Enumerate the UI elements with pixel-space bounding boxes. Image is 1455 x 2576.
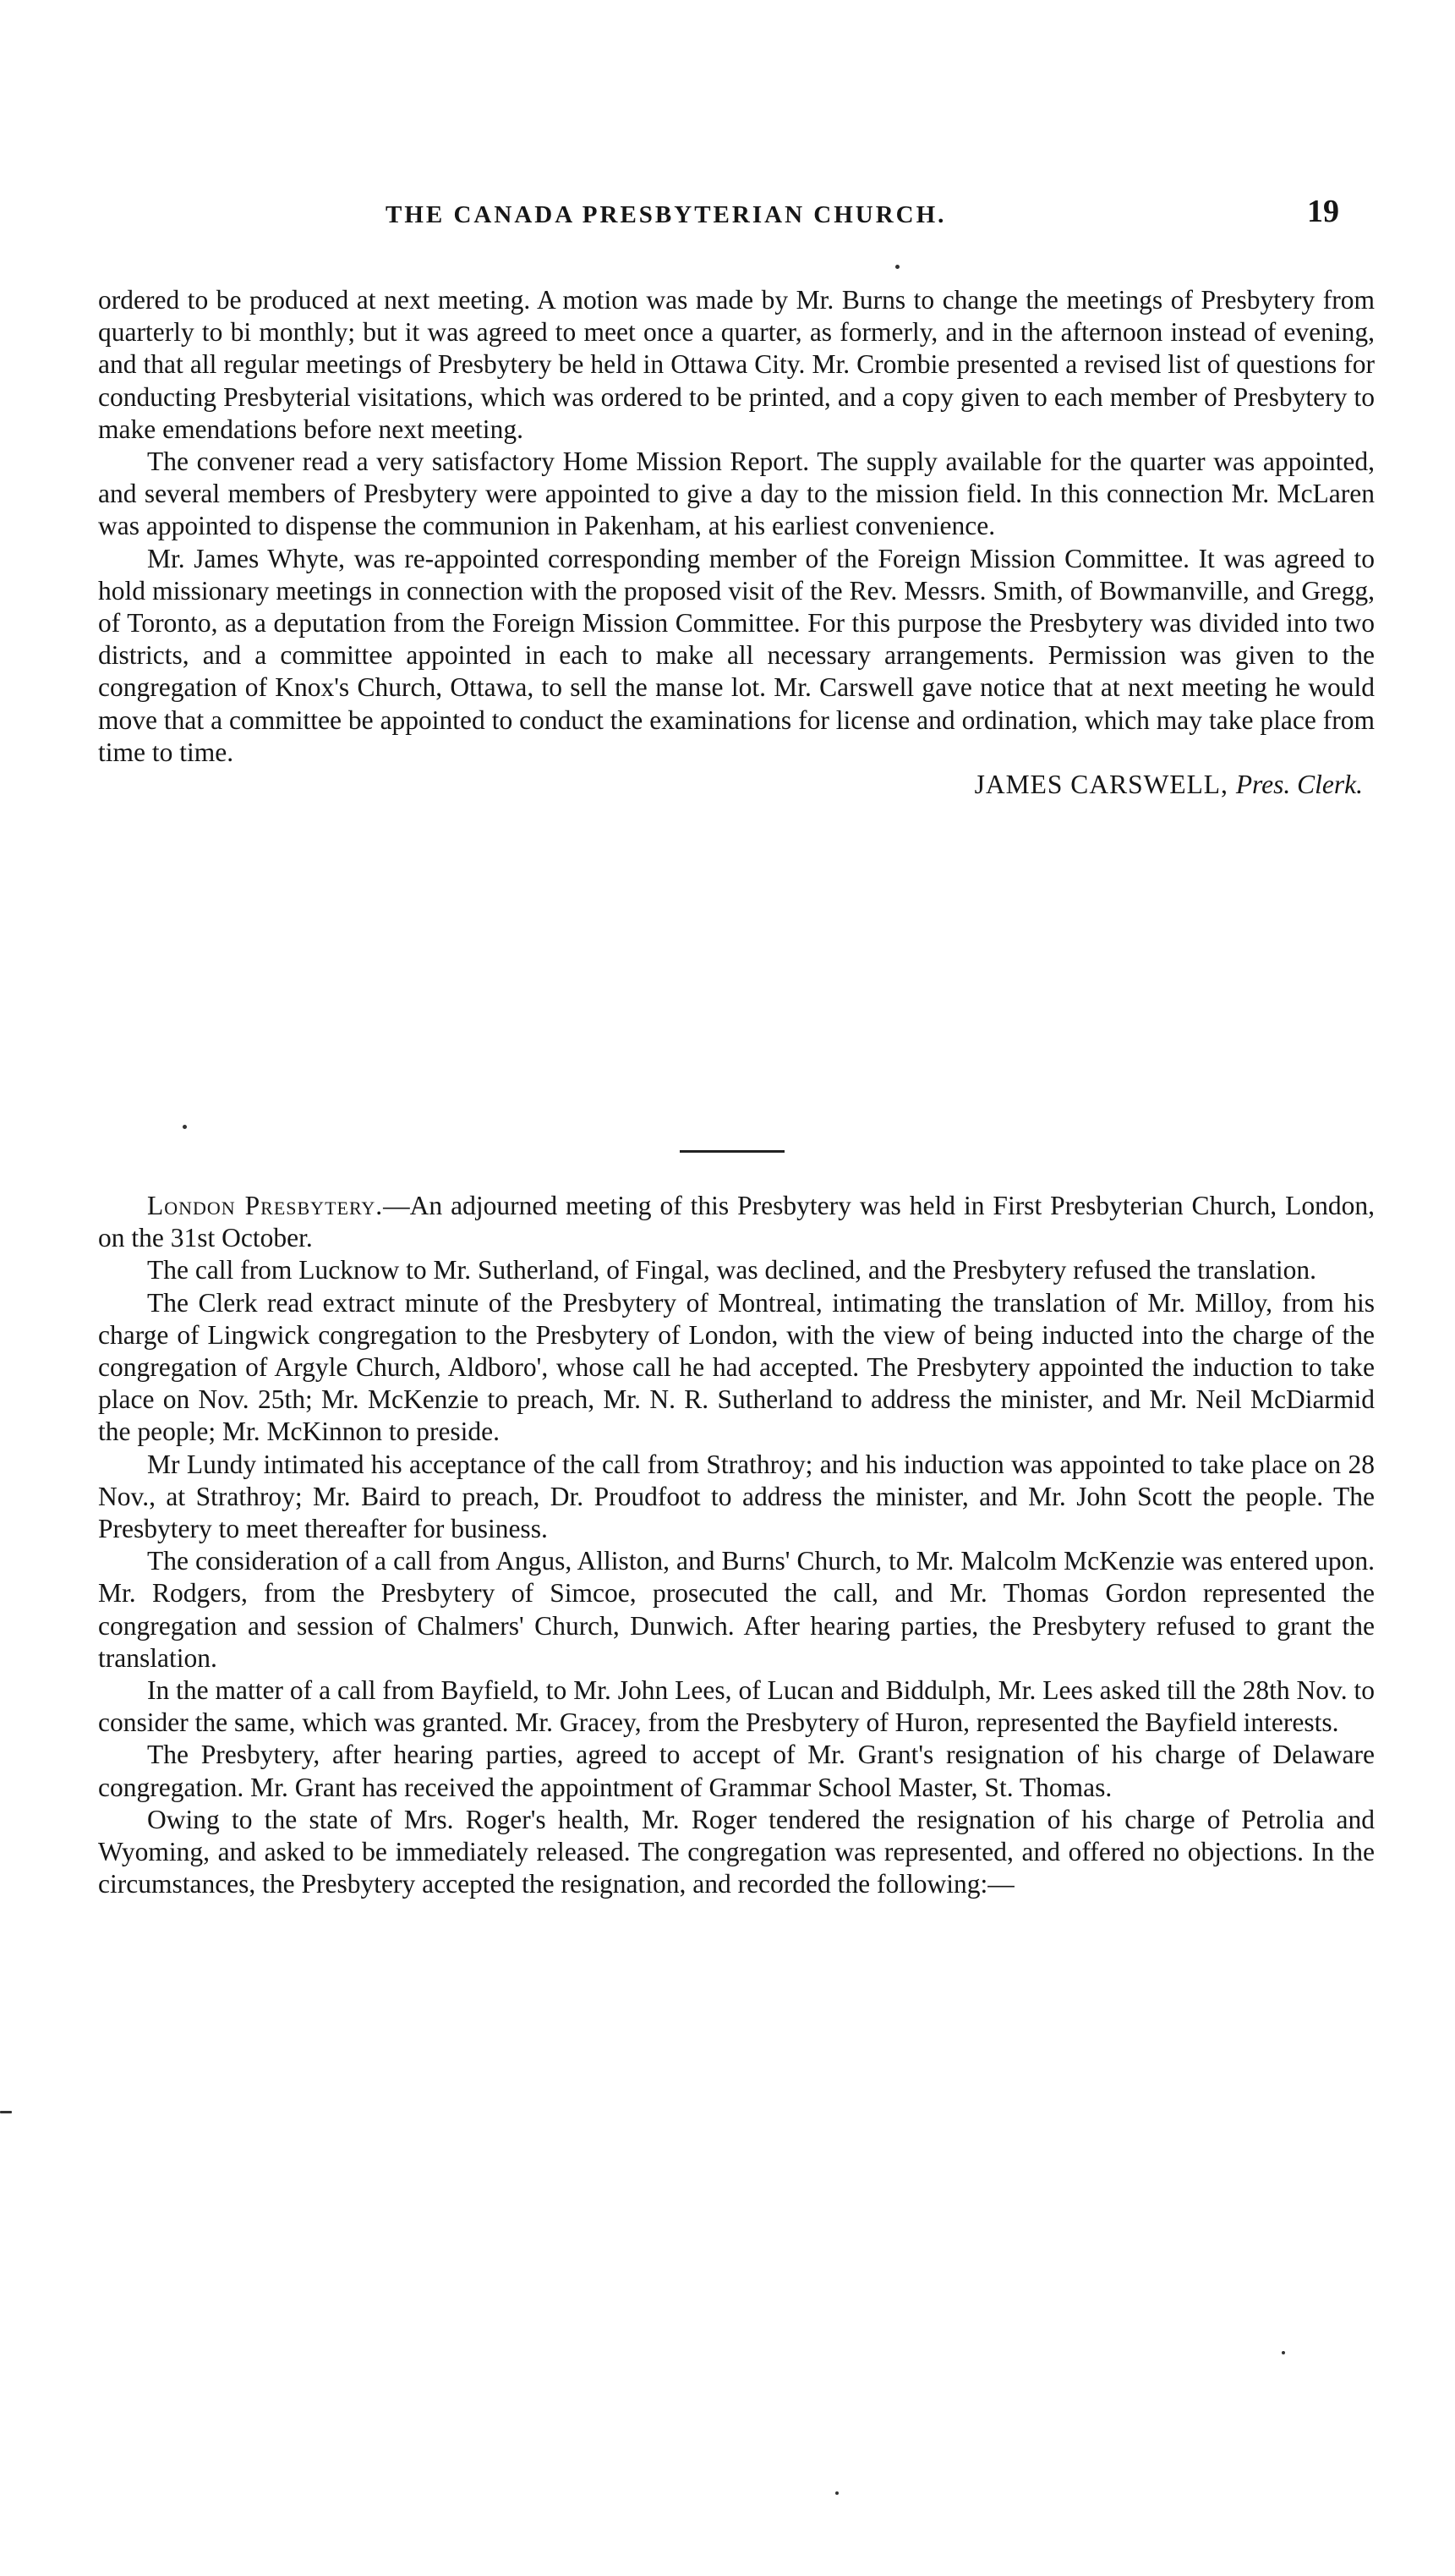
page-number: 19: [1307, 194, 1339, 229]
print-speck: [183, 1125, 187, 1129]
print-speck: [895, 265, 900, 269]
section-heading: London Presbytery.: [147, 1191, 384, 1220]
print-speck: [1282, 2351, 1285, 2354]
paragraph: ordered to be produced at next meeting. A motion was made by Mr. Burns to change the meetings of Presbytery from quarterly to bi monthly; but it was agreed to meet once a quarter, as formerly, and in the afternoon instead of evening, and that all regular meetings of Presbytery be held in Ottawa City. Mr. Crombie presented a revised list of questions for conducting Presbyterial visitations, which was ordered to be printed, and a copy given to each member of Presbytery to make emendations before next meeting.: [98, 285, 1375, 444]
paragraph: The Presbytery, after hearing parties, agreed to accept of Mr. Grant's resignation of his charge of Delaware congregation. Mr. Grant has received the appointment of Grammar School Master, St. Thomas.: [98, 1740, 1375, 1802]
paragraph: The call from Lucknow to Mr. Sutherland, of Fingal, was declined, and the Presbytery refused the translation.: [147, 1255, 1317, 1285]
signature: [98, 769, 1375, 801]
paragraph: The Clerk read extract minute of the Presbytery of Montreal, intimating the translation of Mr. Milloy, from his charge of Lingwick congregation to the Presbytery of London, with the view of being inducted into the charge of the congregation of Argyle Church, Aldboro', whose call he had accepted. The Presbytery appointed the induction to take place on Nov. 25th; Mr. McKenzie to preach, Mr. N. R. Sutherland to address the minister, and Mr. Neil McDiarmid the people; Mr. McKinnon to preside.: [98, 1287, 1375, 1447]
london-presbytery-report: [98, 1190, 1375, 1900]
print-speck: [0, 2111, 12, 2113]
paragraph: The consideration of a call from Angus, Alliston, and Burns' Church, to Mr. Malcolm McKenzie was entered upon. Mr. Rodgers, from the Presbytery of Simcoe, prosecuted the call, and Mr. Thomas Gordon represented the congregation and session of Chalmers' Church, Dunwich. After hearing parties, the Presbytery refused to grant the translation.: [98, 1546, 1375, 1673]
signature-name: JAMES CARSWELL,: [974, 770, 1228, 800]
print-speck: [835, 2491, 839, 2495]
section-divider: [680, 1150, 785, 1153]
paragraph: [98, 1190, 1375, 1254]
running-head: THE CANADA PRESBYTERIAN CHURCH.: [386, 201, 947, 228]
paragraph: In the matter of a call from Bayfield, to Mr. John Lees, of Lucan and Biddulph, Mr. Lees asked till the 28th Nov. to consider the same, which was granted. Mr. Gracey, from the Presbytery of Huron, represented the Bayfield interests.: [98, 1675, 1375, 1738]
paragraph: The convener read a very satisfactory Home Mission Report. The supply available for the quarter was appointed, and several members of Presbytery were appointed to give a day to the mission field. In this connection Mr. McLaren was appointed to dispense the communion in Pakenham, at his earliest convenience.: [98, 447, 1375, 541]
ottawa-presbytery-report: [98, 284, 1375, 801]
section-opening: —An adjourned meeting of this Presbytery was held in First Presbyterian Church, London, on the 31st October.: [98, 1191, 1375, 1253]
paragraph: Mr Lundy intimated his acceptance of the call from Strathroy; and his induction was appointed to take place on 28 Nov., at Strathroy; Mr. Baird to preach, Dr. Proudfoot to address the minister, and Mr. John Scott the people. The Presbytery to meet thereafter for business.: [98, 1449, 1375, 1544]
paragraph: Mr. James Whyte, was re-appointed corresponding member of the Foreign Mission Committee. It was agreed to hold missionary meetings in connection with the proposed visit of the Rev. Messrs. Smith, of Bowmanville, and Gregg, of Toronto, as a deputation from the Foreign Mission Committee. For this purpose the Presbytery was divided into two districts, and a committee appointed in each to make all necessary arrangements. Permission was given to the congregation of Knox's Church, Ottawa, to sell the manse lot. Mr. Carswell gave notice that at next meeting he would move that a committee be appointed to conduct the examinations for license and ordination, which may take place from time to time.: [98, 543, 1375, 767]
paragraph: Owing to the state of Mrs. Roger's health, Mr. Roger tendered the resignation of his charge of Petrolia and Wyoming, and asked to be immediately released. The congregation was represented, and offered no objections. In the circumstances, the Presbytery accepted the resignation, and recorded the following:—: [98, 1804, 1375, 1899]
signature-title: Pres. Clerk.: [1235, 770, 1363, 800]
